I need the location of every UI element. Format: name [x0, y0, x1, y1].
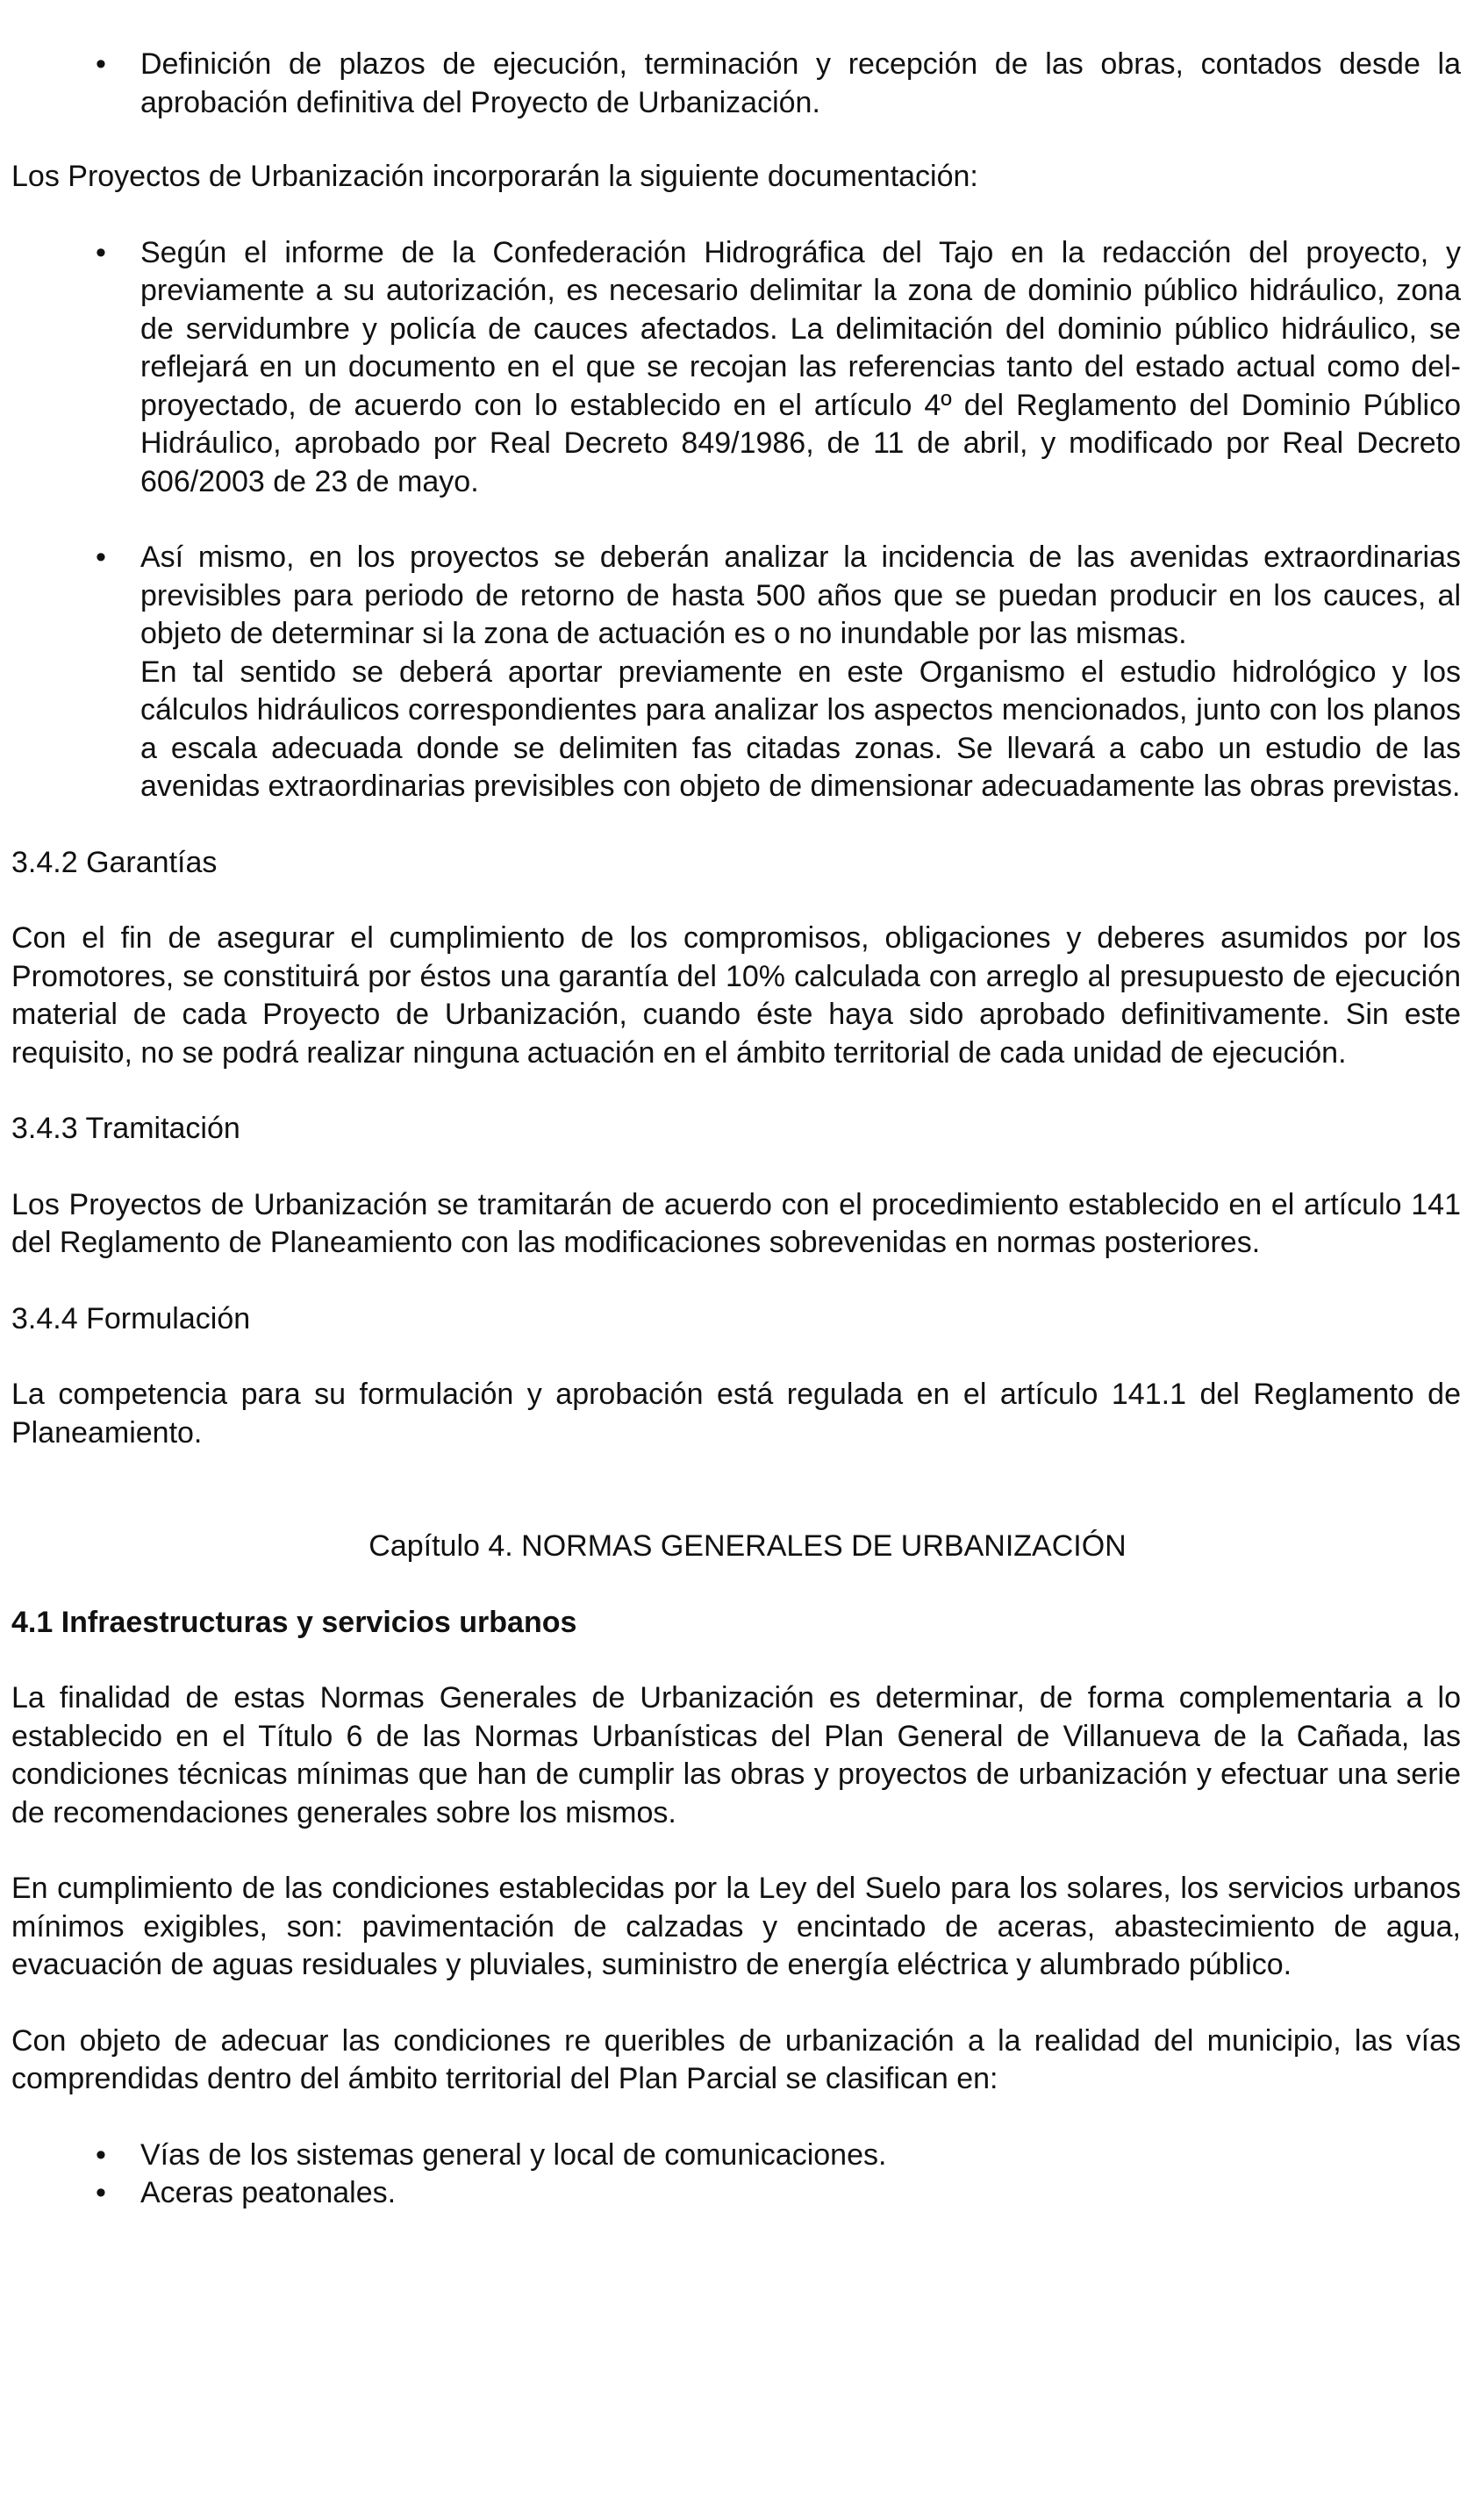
bullet-glyph: • [96, 2137, 106, 2172]
bullet-text: Aceras peatonales. [140, 2176, 397, 2209]
section-heading: 3.4.3 Tramitación [11, 1112, 240, 1145]
section-heading: 3.4.2 Garantías [11, 845, 218, 879]
chapter-title: Capítulo 4. NORMAS GENERALES DE URBANIZACIÓN [368, 1529, 1127, 1563]
section-paragraph: Con objeto de adecuar las condiciones re queribles de urbanización a la realidad del municipio, las vías comprendidas dentro del ámbito territorial del Plan Parcial se clasifican en: [11, 2023, 1461, 2095]
list-item [11, 2174, 1461, 2213]
section-paragraph: En cumplimiento de las condiciones establecidas por la Ley del Suelo para los solares, los servicios urbanos mínimos exigibles, son: pavimentación de calzadas y encintado de aceras, abastecimiento de agua, evacuación de aguas residuales y pluviales, suministro de energía eléctrica y alumbrado público. [11, 1872, 1461, 1981]
bullet-text-continued: En tal sentido se deberá aportar previamente en este Organismo el estudio hidrológico y los cálculos hidráulicos correspondientes para analizar los aspectos mencionados, junto con los planos a escala adecuada donde se delimiten fas citadas zonas. Se llevará a cabo un estudio de las avenidas extraordinarias previsibles con objeto de dimensionar adecuadamente las obras previstas. [140, 655, 1461, 803]
bullet-text: Según el informe de la Confederación Hidrográfica del Tajo en la redacción del proyecto, y previamente a su autorización, es necesario delimitar la zona de dominio público hidráulico, zona de servidumbre y policía de cauces afectados. La delimitación del dominio público hidráulico, se reflejará en un documento en el que se recojan las referencias tanto del estado actual como del- proyectado, de acuerdo con lo establecido en el artículo 4º del Reglamento del Dominio Público Hidráulico, aprobado por Real Decreto 849/1986, de 11 de abril, y modificado por Real Decreto 606/2003 de 23 de mayo. [140, 235, 1461, 498]
bullet-glyph: • [96, 47, 106, 81]
section-paragraph: Con el fin de asegurar el cumplimiento de los compromisos, obligaciones y deberes asumidos por los Promotores, se constituirá por éstos una garantía del 10% calculada con arreglo al presupuesto de ejecución material de cada Proyecto de Urbanización, cuando éste haya sido aprobado definitivamente. Sin este requisito, no se podrá realizar ninguna actuación en el ámbito territorial de cada unidad de ejecución. [11, 921, 1461, 1070]
list-item [11, 539, 1461, 806]
section-paragraph: La competencia para su formulación y aprobación está regulada en el artículo 141.1 del Reglamento de Planeamiento. [11, 1378, 1461, 1450]
intro-paragraph: Los Proyectos de Urbanización incorporarán la siguiente documentación: [11, 160, 978, 193]
bullet-text: Así mismo, en los proyectos se deberán analizar la incidencia de las avenidas extraordinarias previsibles para periodo de retorno de hasta 500 años que se puedan producir en los cauces, al objeto de determinar si la zona de actuación es o no inundable por las mismas. [140, 541, 1461, 650]
section-paragraph: La finalidad de estas Normas Generales de Urbanización es determinar, de forma complementaria a lo establecido en el Título 6 de las Normas Urbanísticas del Plan General de Villanueva de la Cañada, las condiciones técnicas mínimas que han de cumplir las obras y proyectos de urbanización y efectuar una serie de recomendaciones generales sobre los mismos. [11, 1681, 1461, 1829]
list-item [11, 2137, 1461, 2175]
document-page [11, 46, 1461, 2213]
list-item [11, 46, 1461, 122]
section-paragraph: Los Proyectos de Urbanización se tramitarán de acuerdo con el procedimiento establecido en el artículo 141 del Reglamento de Planeamiento con las modificaciones sobrevenidas en normas posteriores. [11, 1187, 1461, 1259]
list-item [11, 234, 1461, 502]
bullet-glyph: • [96, 235, 106, 269]
section-heading: 3.4.4 Formulación [11, 1301, 251, 1335]
bullet-text: Vías de los sistemas general y local de comunicaciones. [140, 2137, 887, 2172]
bullet-glyph: • [96, 2176, 106, 2209]
bullet-glyph: • [96, 541, 106, 574]
section-heading-bold: 4.1 Infraestructuras y servicios urbanos [11, 1605, 577, 1639]
bullet-text: Definición de plazos de ejecución, terminación y recepción de las obras, contados desde la aprobación definitiva del Proyecto de Urbanización. [140, 47, 1461, 119]
